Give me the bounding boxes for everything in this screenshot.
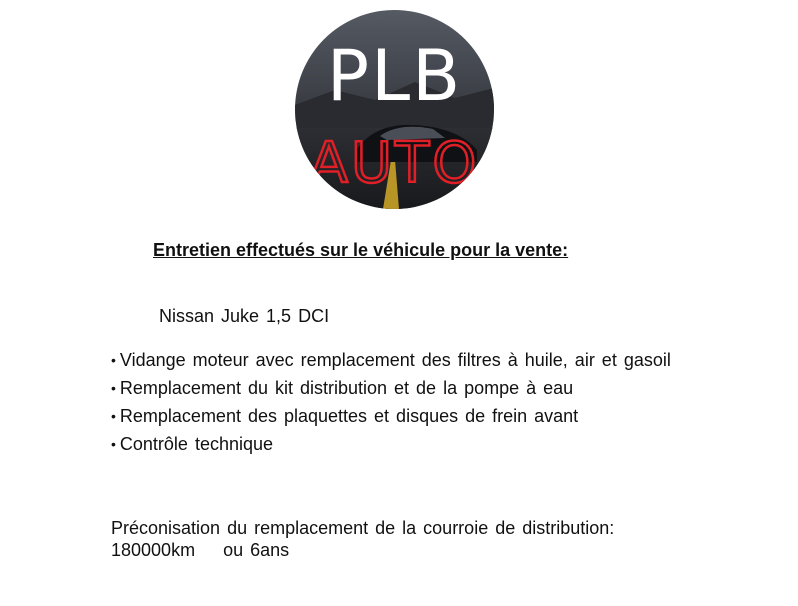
maintenance-list (111, 349, 691, 461)
list-item-text: Remplacement du kit distribution et de la pompe à eau (119, 378, 574, 398)
list-item (111, 349, 691, 371)
bullet-icon: • (111, 380, 116, 396)
list-item-text: Vidange moteur avec remplacement des filtres à huile, air et gasoil (119, 350, 671, 370)
logo-graphic (295, 10, 494, 209)
timing-belt-recommendation (111, 517, 711, 561)
recommendation-interval: 180000km ou 6ans (111, 540, 290, 560)
list-item (111, 433, 691, 455)
page-heading: Entretien effectués sur le véhicule pour la vente: (153, 240, 569, 260)
list-item-text: Contrôle technique (119, 434, 274, 454)
bullet-icon: • (111, 408, 116, 424)
logo-top-text: PLB (326, 35, 463, 117)
bullet-icon: • (111, 436, 116, 452)
list-item-text: Remplacement des plaquettes et disques de frein avant (119, 406, 579, 426)
vehicle-model: Nissan Juke 1,5 DCI (159, 306, 330, 326)
plb-auto-logo (295, 10, 494, 209)
list-item (111, 377, 691, 399)
list-item (111, 405, 691, 427)
bullet-icon: • (111, 352, 116, 368)
recommendation-text: Préconisation du remplacement de la courroie de distribution: (111, 518, 615, 538)
logo-bottom-text: AUTO (309, 131, 480, 196)
